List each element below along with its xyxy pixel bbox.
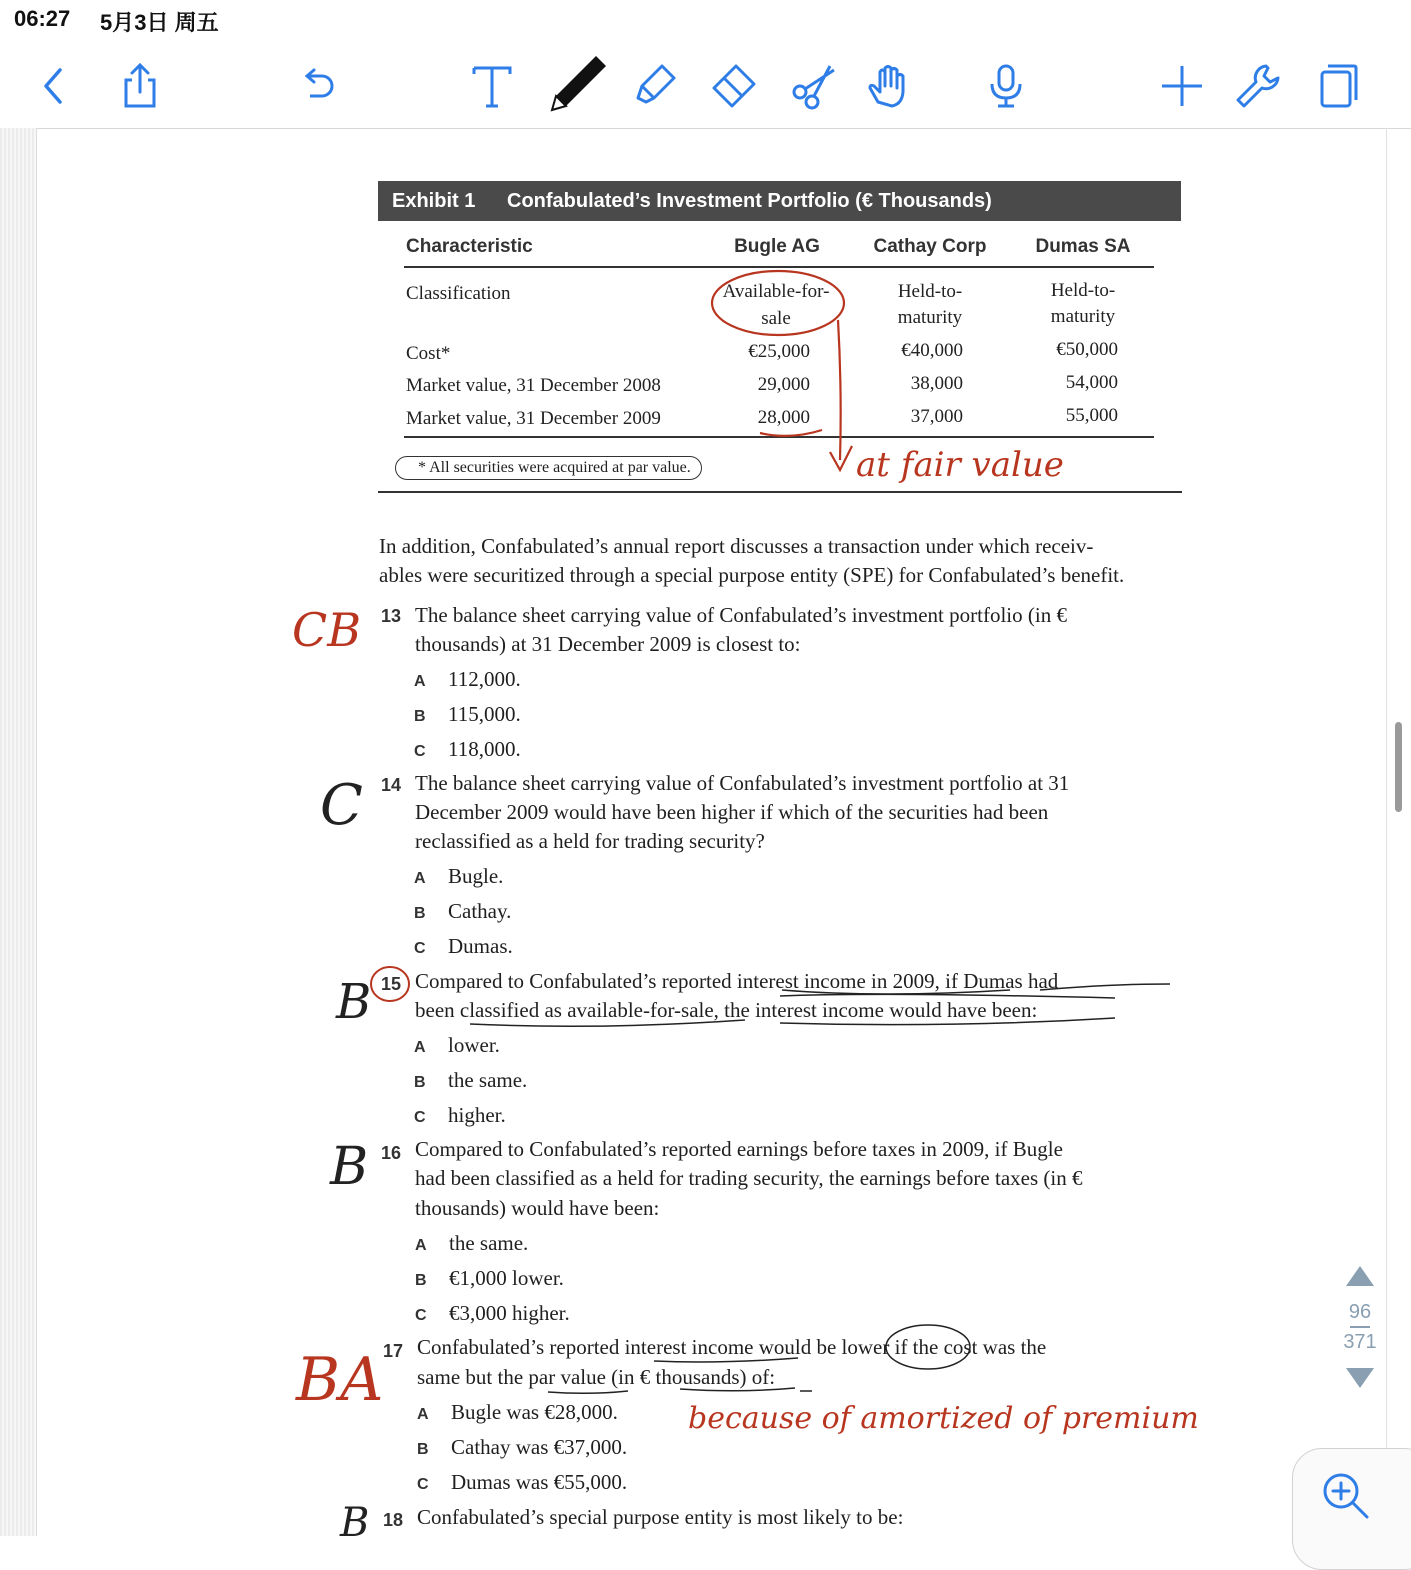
option-text: Dumas was €55,000. [451,1470,628,1494]
eraser-icon [708,62,756,110]
column-header: Characteristic [406,236,533,257]
lasso-tool-button[interactable] [788,60,840,112]
table-footnote: * All securities were acquired at par value. [395,456,702,480]
microphone-icon [982,62,1030,110]
option-letter: A [414,1039,426,1056]
handwritten-answer: BA [296,1345,384,1415]
question-line: had been classified as a held for trading security, the earnings before taxes (in € [415,1166,1083,1190]
handwritten-answer: B [336,974,372,1030]
question-line: same but the par value (in € thousands) of: [417,1365,776,1389]
option-text: €3,000 higher. [449,1301,570,1325]
handwritten-answer: B [340,1500,370,1536]
answer-option [415,1266,564,1291]
question-line: been classified as available-for-sale, the interest income would have been: [415,998,1038,1022]
question-line: Compared to Confabulated’s reported interest income in 2009, if Dumas had [415,969,1059,993]
answer-option [414,702,521,727]
hand-tool-button[interactable] [862,60,914,112]
row-label: Classification [406,283,511,304]
option-letter: A [414,870,426,887]
option-text: 118,000. [448,737,521,761]
row-label: Cost* [406,343,451,364]
answer-option [417,1470,627,1495]
option-text: 112,000. [448,667,521,691]
question-number: 17 [383,1341,404,1361]
pages-button[interactable] [1312,60,1364,112]
table-cell: sale [761,308,791,329]
pages-icon [1314,62,1362,110]
scrollbar-thumb[interactable] [1395,722,1402,812]
option-letter: C [414,743,426,760]
share-button[interactable] [114,60,166,112]
question-line: Compared to Confabulated’s reported earnings before taxes in 2009, if Bugle [415,1137,1063,1161]
exhibit-title: Confabulated’s Investment Portfolio (€ Thousands) [507,190,992,212]
hand-icon [864,62,912,110]
settings-button[interactable] [1232,60,1284,112]
question-line: The balance sheet carrying value of Confabulated’s investment portfolio (in € [415,603,1067,627]
handwritten-answer: CB [292,603,361,657]
question-line: reclassified as a held for trading security? [415,829,765,853]
answer-option [414,1103,506,1128]
option-text: Bugle was €28,000. [451,1400,618,1424]
question-number: 15 [381,974,402,994]
option-letter: A [417,1406,429,1423]
intro-line: In addition, Confabulated’s annual report discusses a transaction under which receiv- [379,534,1094,558]
zoom-in-icon [1319,1469,1375,1525]
handwritten-answer: B [330,1137,369,1197]
table-cell: 28,000 [757,407,810,428]
question-number: 14 [381,775,402,795]
microphone-button[interactable] [980,60,1032,112]
table-cell: 54,000 [1065,372,1118,393]
table-cell: €40,000 [901,340,963,361]
exhibit-end-rule [378,491,1182,493]
plus-icon [1158,62,1206,110]
header-rule [404,266,1154,268]
answer-option [414,1033,500,1058]
answer-option [414,934,513,959]
table-cell: 37,000 [910,406,963,427]
page-divider [1350,1326,1370,1328]
answer-option [414,899,511,924]
question-line: thousands) at 31 December 2009 is closest to: [415,632,801,656]
row-label: Market value, 31 December 2009 [406,408,661,429]
undo-button[interactable] [292,60,344,112]
handwritten-note: because of amortized of premium [688,1401,1199,1436]
option-text: lower. [448,1033,500,1057]
option-letter: B [415,1272,427,1289]
arrow-annotation [830,320,852,470]
toolbar [0,42,1411,129]
question-line: Confabulated’s reported interest income would be lower if the cost was the [417,1335,1047,1359]
chevron-left-icon [30,62,78,110]
answer-option [417,1400,618,1425]
row-label: Market value, 31 December 2008 [406,375,661,396]
table-cell: 29,000 [757,374,810,395]
pen-icon [544,50,610,116]
status-time: 06:27 [14,6,71,31]
option-text: Cathay. [448,899,512,923]
option-letter: A [415,1237,427,1254]
answer-option [414,667,521,692]
column-header: Dumas SA [1035,236,1131,257]
previous-page-arrow-icon[interactable] [1346,1266,1374,1286]
option-letter: B [414,1074,426,1091]
option-letter: B [414,905,426,922]
question-number: 16 [381,1143,402,1163]
option-letter: C [415,1307,427,1324]
status-date: 5月3日 周五 [100,10,219,35]
text-tool-icon [468,62,516,110]
option-text: the same. [449,1231,529,1255]
table-cell: Held-to- [1050,280,1116,301]
option-text: Cathay was €37,000. [451,1435,628,1459]
table-cell: maturity [897,307,963,328]
column-header: Cathay Corp [873,236,987,257]
handwritten-answer: C [320,773,363,838]
option-text: Bugle. [448,864,504,888]
current-page: 96 [1348,1301,1372,1323]
table-cell: Held-to- [897,281,963,302]
highlighter-tool-button[interactable] [628,60,680,112]
handwritten-note: at fair value [856,445,1064,485]
table-cell: 55,000 [1065,405,1118,426]
answer-option [414,864,503,889]
option-text: the same. [448,1068,528,1092]
next-page-arrow-icon[interactable] [1346,1368,1374,1388]
option-letter: A [414,673,426,690]
table-cell: €50,000 [1056,339,1118,360]
underline-annotation [760,430,822,436]
table-cell: Available-for- [722,281,830,302]
question-number: 13 [381,606,402,626]
zoom-button[interactable] [1292,1448,1411,1570]
undo-icon [294,62,342,110]
column-header: Bugle AG [734,236,820,257]
option-text: €1,000 lower. [449,1266,564,1290]
scissors-icon [790,62,838,110]
page-thumbnail-strip[interactable] [0,128,37,1536]
option-letter: C [414,1109,426,1126]
table-cell: €25,000 [748,341,810,362]
option-text: Dumas. [448,934,513,958]
question-line: The balance sheet carrying value of Confabulated’s investment portfolio at 31 [415,771,1070,795]
eraser-tool-button[interactable] [706,60,758,112]
question-line: December 2009 would have been higher if which of the securities had been [415,800,1049,824]
option-text: higher. [448,1103,506,1127]
answer-option [415,1301,570,1326]
status-bar [0,0,1411,42]
page-edge-divider [1386,128,1387,1448]
intro-line: ables were securitized through a special purpose entity (SPE) for Confabulated’s benefit. [379,563,1125,587]
page-navigator [1330,1266,1390,1406]
option-letter: C [414,940,426,957]
question-number: 18 [383,1510,404,1530]
option-letter: C [417,1476,429,1493]
answer-option [414,1068,527,1093]
highlighter-icon [630,62,678,110]
table-cell: 38,000 [910,373,963,394]
share-icon [116,62,164,110]
text-tool-button[interactable] [466,60,518,112]
answer-option [415,1231,528,1256]
pen-tool-button[interactable] [544,50,610,116]
answer-option [417,1435,627,1460]
answer-option [414,737,521,762]
question-line: Confabulated’s special purpose entity is most likely to be: [417,1505,904,1529]
add-button[interactable] [1156,60,1208,112]
question-line: thousands) would have been: [415,1196,660,1220]
back-button[interactable] [28,60,80,112]
wrench-icon [1234,62,1282,110]
table-bottom-rule [404,436,1154,438]
exhibit-header [378,181,1181,221]
option-text: 115,000. [448,702,521,726]
option-letter: B [417,1441,429,1458]
exhibit-label: Exhibit 1 [392,190,476,212]
total-pages: 371 [1343,1331,1377,1353]
table-cell: maturity [1050,306,1116,327]
option-letter: B [414,708,426,725]
